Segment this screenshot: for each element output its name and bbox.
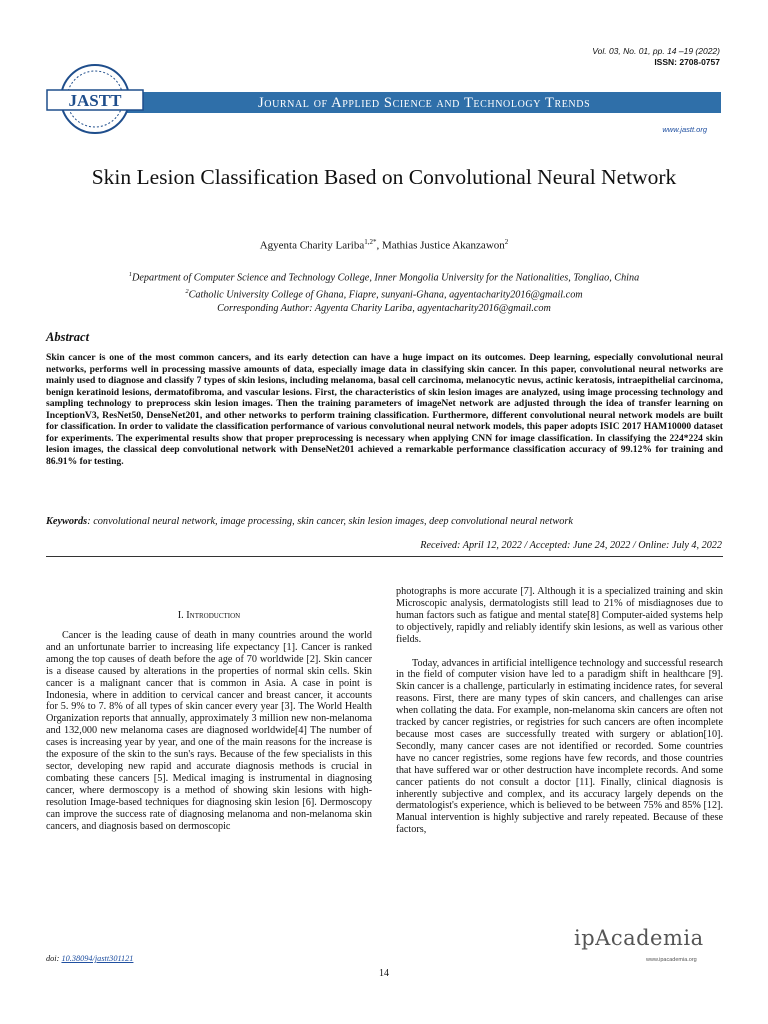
doi-label: doi:	[46, 954, 60, 963]
volume-info: Vol. 03, No. 01, pp. 14 –19 (2022)	[592, 46, 720, 56]
publisher-name: ipAcademia	[574, 926, 704, 950]
paper-authors: Agyenta Charity Lariba$^{1,2*}$, Mathias Justice Akanzawon$^2$	[259, 238, 509, 252]
paragraph: Cancer is the leading cause of death in many countries around the world and an unfortunate barrier to increasing life expectancy [1]. Cancer is ranked among the top causes of death before the age of 70 worldwide [2]. Skin cancer is a disease caused by alterations in the properties of normal skin cells. Skin cancer is a malignant cancer that is common in Asia. A case in point is Indonesia, where in addition to cervical cancer and breast cancer, it accounts for 5. 9% to 7. 8% of all types of skin cancer every year [3]. The World Health Organization reports that annually, approximately 3 million new non-melanoma and 132,000 new melanoma cases are diagnosed worldwide[4] The number of cases is increasing year by year, and one of the main reasons for the increase is the exposure of the skin to the sun's rays. Because of the few specialists in this sector, developing new rapid and accurate diagnosis methods is crucial in combating these cancers [5]. Medical imaging is instrumental in diagnosing cancer, where dermoscopy is a method of showing skin lesions with high-resolution Image-based techniques for diagnosing skin lesion [6]. Dermoscopy can improve the success rate of diagnosing melanoma and non-melanoma skin cancers, and diagnosis based on dermoscopic	[46, 630, 372, 832]
journal-banner	[112, 92, 721, 113]
keywords	[46, 516, 723, 527]
left-column	[46, 630, 372, 832]
issn: ISSN: 2708-0757	[654, 57, 720, 67]
doi	[46, 954, 133, 963]
paper-title: Skin Lesion Classification Based on Convolutional Neural Network	[91, 165, 677, 189]
journal-website[interactable]: www.jastt.org	[662, 125, 707, 134]
section-number: I.	[177, 610, 184, 621]
affiliation-1: $^1$Department of Computer Science and Technology College, Inner Mongolia University for the Nationalities, Tongliao, China	[128, 271, 640, 284]
journal-meta	[592, 46, 720, 68]
logo-text: JASTT	[68, 91, 122, 110]
affiliations	[0, 268, 768, 315]
abstract-text: Skin cancer is one of the most common cancers, and its early detection can have a huge impact on its outcomes. Deep learning, especially convolutional neural networks, performs well in processing massive amounts of data, especially image data in classifying skin cancer. In this paper, convolutional neural networks are mainly used to diagnose and classify 7 types of skin lesions, including melanoma, basal cell carcinoma, melanocytic nevus, actinic keratosis, intraepithelial carcinoma, benign keratinoid lesions, dermatofibroma, and vascular lesions. First, the characteristics of skin lesion images are analyzed, using image processing technology and sampling technology to preprocess skin lesion images. Then the training parameters of imageNet network are adjusted through the idea of transfer learning on InceptionV3, ResNet50, DenseNet201, and other networks to perform training classification. Furthermore, different convolutional neural network models are built for classification. In order to validate the classification performance of various convolutional neural network models, this paper adopts ISIC 2017 HAM10000 dataset for experiments. The experimental results show that proper preprocessing is necessary when applying CNN for image classification. In classifying the 224*224 skin lesion images, the classical deep convolutional network with DenseNet201 achieved a remarkable performance classification accuracy of 99.12% for training and 86.91% for testing.	[46, 352, 723, 467]
section-title: Introduction	[186, 610, 241, 621]
section-heading	[46, 610, 372, 621]
right-column	[396, 586, 723, 836]
keywords-list: : convolutional neural network, image processing, skin cancer, skin lesion images, deep convolutional neural network	[87, 516, 573, 527]
publication-dates: Received: April 12, 2022 / Accepted: June 24, 2022 / Online: July 4, 2022	[420, 540, 722, 551]
header-divider	[46, 556, 723, 557]
jastt-logo	[45, 62, 149, 136]
keywords-label: Keywords	[46, 516, 88, 527]
paragraph: photographs is more accurate [7]. Although it is a specialized training and skin Microscopic analysis, dermatologists still lead to 21% of misdiagnoses due to human factors such as fatigue and mental state[8] Computer-aided systems help to objectively, rapidly and reliably identify skin lesions, as well as various other fields.	[396, 586, 723, 645]
publisher-logo	[560, 924, 710, 966]
paragraph: Today, advances in artificial intelligence technology and successful research in the field of computer vision have led to a paradigm shift in healthcare [9]. Skin cancer is a challenge, particularly in estimating incidence rates, for several reasons. First, there are many types of skin cancers, and challenges can arise when collating the data. For example, non-melanoma skin cancers are often not tracked by cancer registries, or registries for such cancers are often incomplete because most cases are successfully treated with surgery or ablation[10]. Secondly, many cancer cases are not identified or recorded. Some countries have no cancer registries, some regions have few records, and those countries that have suffered war or other destruction have incomplete records. And some cancer patients do not consult a doctor [11]. Finally, clinical diagnosis is inherently subjective and complex, and its accuracy largely depends on the dermatologist's experience, which is believed to be between 75% and 85% [12]. Manual intervention is highly subjective and rarely repeated. Because of these factors,	[396, 657, 723, 836]
affiliation-2: $^2$Catholic University College of Ghana, Fiapre, sunyani-Ghana, agyentacharity2016@gmail.com	[185, 287, 583, 301]
page-number: 14	[379, 968, 389, 979]
journal-name: Journal of Applied Science and Technology Trends	[258, 95, 591, 111]
publisher-website: www.ipacademia.org	[646, 957, 697, 963]
corresponding-author: Corresponding Author: Agyenta Charity Lariba, agyentacharity2016@gmail.com	[217, 302, 551, 314]
doi-link[interactable]: 10.38094/jastt301121	[61, 954, 134, 963]
abstract-heading: Abstract	[46, 330, 90, 344]
